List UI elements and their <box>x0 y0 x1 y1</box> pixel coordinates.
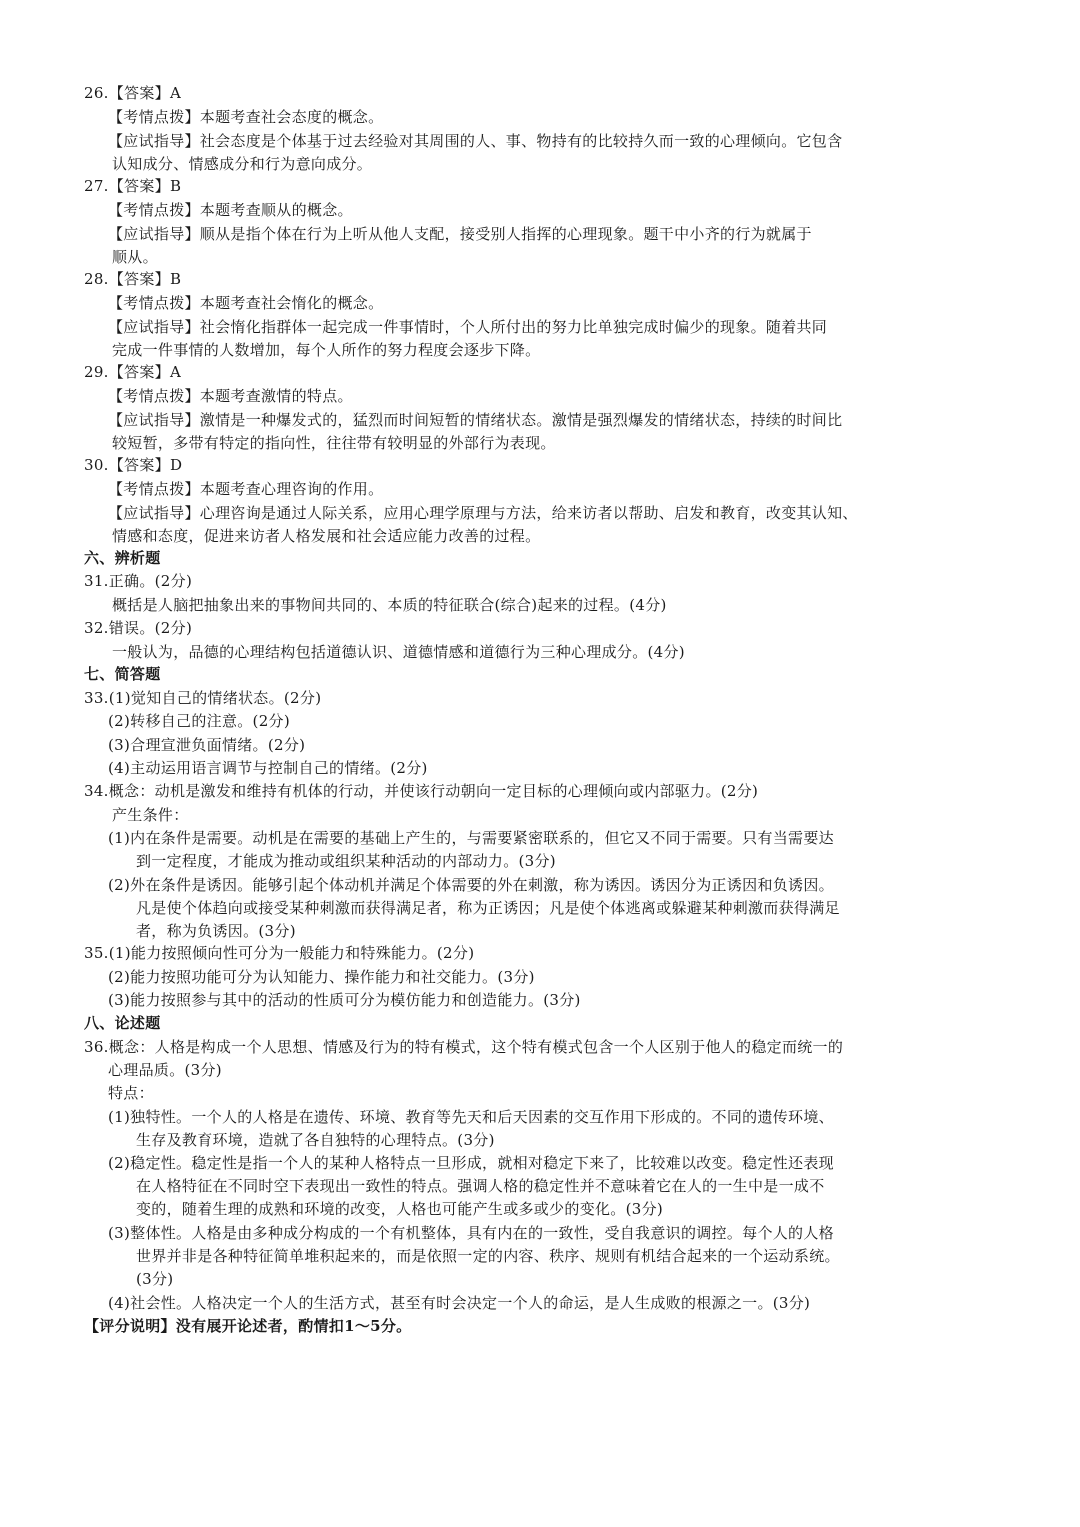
answer-line: 【应试指导】心理咨询是通过人际关系，应用心理学原理与方法，给来访者以帮助、启发和教育，改变其认知、 <box>108 504 858 522</box>
answer-line: 31.正确。(2分) <box>84 572 193 590</box>
section-heading: 八、论述题 <box>84 1014 161 1032</box>
answer-line: 【考情点拨】本题考查社会态度的概念。 <box>108 108 384 126</box>
answer-line: 30.【答案】D <box>84 456 183 474</box>
answer-line: 一般认为，品德的心理结构包括道德认识、道德情感和道德行为三种心理成分。(4分) <box>112 643 685 661</box>
answer-line: 35.(1)能力按照倾向性可分为一般能力和特殊能力。(2分) <box>84 944 475 962</box>
answer-line: (2)外在条件是诱因。能够引起个体动机并满足个体需要的外在刺激，称为诱因。诱因分为正诱因和负诱因。 <box>108 876 834 894</box>
answer-line: 特点： <box>108 1084 154 1102</box>
answer-line: 生存及教育环境，造就了各自独特的心理特点。(3分) <box>136 1131 495 1149</box>
answer-line: (4)社会性。人格决定一个人的生活方式，甚至有时会决定一个人的命运，是人生成败的根源之一。(3分) <box>108 1294 811 1312</box>
answer-line: 32.错误。(2分) <box>84 619 193 637</box>
answer-line: 【考情点拨】本题考查顺从的概念。 <box>108 201 353 219</box>
answer-line: 在人格特征在不同时空下表现出一致性的特点。强调人格的稳定性并不意味着它在人的一生中是一成不 <box>136 1177 825 1195</box>
answer-line: 【应试指导】激情是一种爆发式的，猛烈而时间短暂的情绪状态。激情是强烈爆发的情绪状态，持续的时间比 <box>108 411 843 429</box>
answer-line: 【考情点拨】本题考查心理咨询的作用。 <box>108 480 384 498</box>
answer-line: (1)独特性。一个人的人格是在遗传、环境、教育等先天和后天因素的交互作用下形成的。不同的遗传环境、 <box>108 1108 834 1126</box>
answer-line: 认知成分、情感成分和行为意向成分。 <box>112 155 373 173</box>
answer-line: 29.【答案】A <box>84 363 182 381</box>
answer-line: 完成一件事情的人数增加，每个人所作的努力程度会逐步下降。 <box>112 341 541 359</box>
answer-line: 变的，随着生理的成熟和环境的改变，人格也可能产生或多或少的变化。(3分) <box>136 1200 664 1218</box>
answer-line: (3)合理宣泄负面情绪。(2分) <box>108 736 306 754</box>
answer-line: (2)能力按照功能可分为认知能力、操作能力和社交能力。(3分) <box>108 968 535 986</box>
answer-line: (1)内在条件是需要。动机是在需要的基础上产生的，与需要紧密联系的，但它又不同于需要。只有当需要达 <box>108 829 834 847</box>
answer-line: 【应试指导】社会惰化指群体一起完成一件事情时，个人所付出的努力比单独完成时偏少的现象。随着共同 <box>108 318 828 336</box>
answer-line: 产生条件： <box>112 806 189 824</box>
answer-line: (4)主动运用语言调节与控制自己的情绪。(2分) <box>108 759 428 777</box>
section-heading: 六、辨析题 <box>84 549 161 567</box>
answer-line: (3)能力按照参与其中的活动的性质可分为模仿能力和创造能力。(3分) <box>108 991 581 1009</box>
answer-line: 27.【答案】B <box>84 177 182 195</box>
answer-line: (2)稳定性。稳定性是指一个人的某种人格特点一旦形成，就相对稳定下来了，比较难以改变。稳定性还表现 <box>108 1154 834 1172</box>
answer-line: 较短暂，多带有特定的指向性，往往带有较明显的外部行为表现。 <box>112 434 556 452</box>
answer-line: 概括是人脑把抽象出来的事物间共同的、本质的特征联合(综合)起来的过程。(4分) <box>112 596 667 614</box>
answer-line: 到一定程度，才能成为推动或组织某种活动的内部动力。(3分) <box>136 852 556 870</box>
answer-line: 36.概念：人格是构成一个人思想、情感及行为的特有模式，这个特有模式包含一个人区别于他人的稳定而统一的 <box>84 1038 844 1056</box>
answer-line: 【应试指导】社会态度是个体基于过去经验对其周围的人、事、物持有的比较持久而一致的心理倾向。它包含 <box>108 132 843 150</box>
answer-line: (3分) <box>136 1270 174 1288</box>
answer-line: 33.(1)觉知自己的情绪状态。(2分) <box>84 689 322 707</box>
answer-line: 心理品质。(3分) <box>108 1061 222 1079</box>
answer-line: 顺从。 <box>112 248 158 266</box>
answer-line: (3)整体性。人格是由多种成分构成的一个有机整体，具有内在的一致性，受自我意识的调控。每个人的人格 <box>108 1224 834 1242</box>
answer-line: 者，称为负诱因。(3分) <box>136 922 296 940</box>
answer-line: 【应试指导】顺从是指个体在行为上听从他人支配，接受别人指挥的心理现象。题干中小齐的行为就属于 <box>108 225 812 243</box>
answer-line: 28.【答案】B <box>84 270 182 288</box>
answer-line: 凡是使个体趋向或接受某种刺激而获得满足者，称为正诱因；凡是使个体逃离或躲避某种刺激而获得满足 <box>136 899 840 917</box>
answer-line: 世界并非是各种特征简单堆积起来的，而是依照一定的内容、秩序、规则有机结合起来的一个运动系统。 <box>136 1247 840 1265</box>
answer-line: 34.概念：动机是激发和维持有机体的行动，并使该行动朝向一定目标的心理倾向或内部驱力。(2分) <box>84 782 759 800</box>
answer-line: (2)转移自己的注意。(2分) <box>108 712 290 730</box>
answer-line: 【考情点拨】本题考查激情的特点。 <box>108 387 353 405</box>
answer-line: 【考情点拨】本题考查社会惰化的概念。 <box>108 294 384 312</box>
section-heading: 七、简答题 <box>84 665 161 683</box>
scoring-note: 【评分说明】没有展开论述者，酌情扣1～5分。 <box>84 1317 412 1335</box>
answer-line: 情感和态度，促进来访者人格发展和社会适应能力改善的过程。 <box>112 527 541 545</box>
answer-line: 26.【答案】A <box>84 84 182 102</box>
